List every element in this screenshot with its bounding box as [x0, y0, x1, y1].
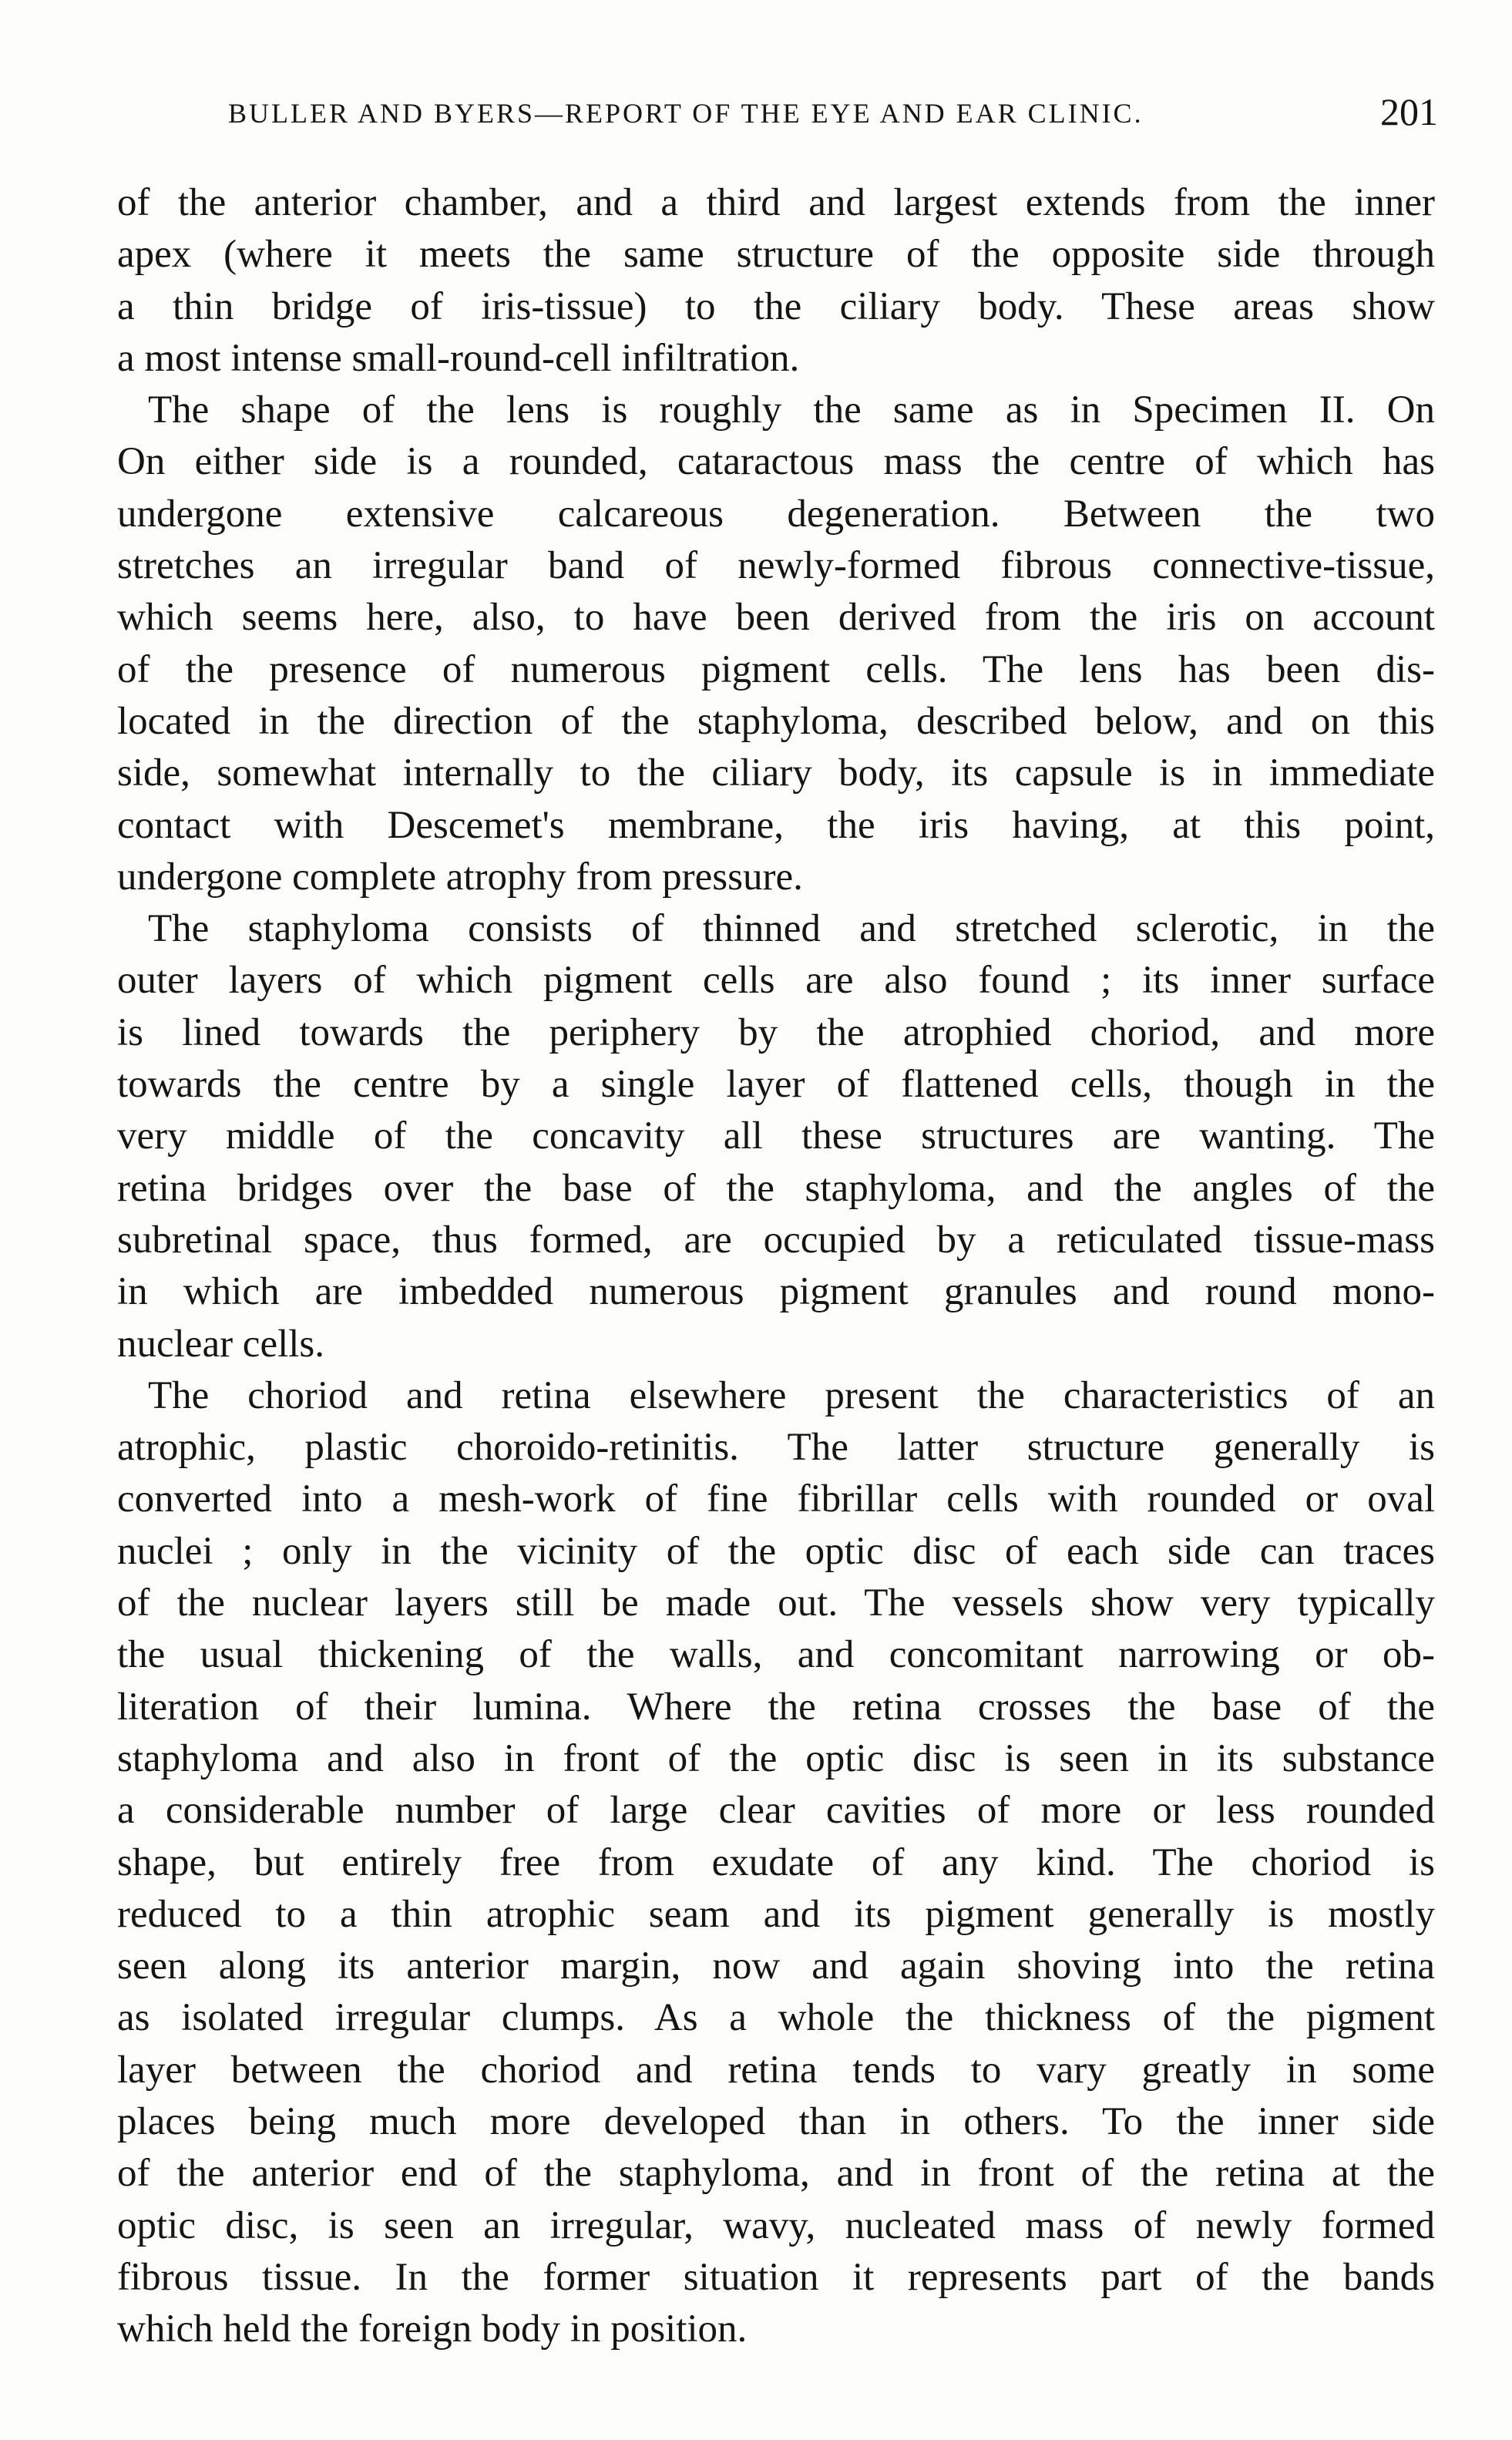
text-line: very middle of the concavity all these structures are wanting. The: [117, 1114, 1435, 1158]
text-line: towards the centre by a single layer of flattened cells, though in the: [117, 1063, 1435, 1107]
text-line: layer between the choriod and retina tends to vary greatly in some: [117, 2048, 1435, 2092]
page-number: 201: [1380, 90, 1438, 133]
text-line: which held the foreign body in position.: [117, 2307, 748, 2351]
text-line: of the presence of numerous pigment cells. The lens has been dis-: [117, 647, 1435, 691]
paragraph-staphyloma: [117, 903, 1435, 1370]
text-line: of the anterior chamber, and a third and largest extends from the inner: [117, 181, 1435, 224]
text-line: The shape of the lens is roughly the same as in Specimen II. On: [148, 388, 1435, 432]
text-line: a thin bridge of iris-tissue) to the ciliary body. These areas show: [117, 284, 1435, 328]
text-line: undergone complete atrophy from pressure.: [117, 855, 803, 899]
text-line: as isolated irregular clumps. As a whole the thickness of the pigment: [117, 1996, 1435, 2040]
text-line: atrophic, plastic choroido-retinitis. The latter structure generally is: [117, 1426, 1435, 1470]
text-line: apex (where it meets the same structure of the opposite side through: [117, 233, 1435, 277]
text-line: retina bridges over the base of the staphyloma, and the angles of the: [117, 1166, 1435, 1210]
running-head: [228, 89, 1438, 136]
text-line: the usual thickening of the walls, and concomitant narrowing or ob-: [117, 1633, 1435, 1677]
paragraph-choriod-retina: [117, 1370, 1435, 2356]
text-line: outer layers of which pigment cells are also found ; its inner surface: [117, 959, 1435, 1003]
text-line: a most intense small-round-cell infiltration.: [117, 336, 800, 380]
text-line: subretinal space, thus formed, are occupied by a reticulated tissue-mass: [117, 1218, 1435, 1262]
text-line: fibrous tissue. In the former situation it represents part of the bands: [117, 2255, 1435, 2299]
text-line: nuclear cells.: [117, 1322, 325, 1366]
text-line: converted into a mesh-work of fine fibrillar cells with rounded or oval: [117, 1477, 1435, 1521]
text-line: contact with Descemet's membrane, the iris having, at this point,: [117, 803, 1435, 847]
paragraph-lens: [117, 385, 1435, 903]
text-line: in which are imbedded numerous pigment granules and round mono-: [117, 1270, 1435, 1314]
text-line: undergone extensive calcareous degeneration. Between the two: [117, 492, 1435, 536]
text-line: of the nuclear layers still be made out. The vessels show very typically: [117, 1581, 1435, 1625]
text-line: seen along its anterior margin, now and again shoving into the retina: [117, 1944, 1435, 1988]
text-line: On either side is a rounded, cataractous mass the centre of which has: [117, 440, 1435, 484]
text-line: The choriod and retina elsewhere present the characteristics of an: [148, 1373, 1435, 1417]
text-line: literation of their lumina. Where the retina crosses the base of the: [117, 1685, 1435, 1729]
text-line: which seems here, also, to have been derived from the iris on account: [117, 596, 1435, 640]
text-line: a considerable number of large clear cavities of more or less rounded: [117, 1789, 1435, 1833]
text-line: The staphyloma consists of thinned and stretched sclerotic, in the: [148, 907, 1435, 951]
text-line: located in the direction of the staphyloma, described below, and on this: [117, 699, 1435, 743]
paragraph-anterior-chamber: [117, 177, 1435, 385]
running-title: BULLER AND BYERS—REPORT OF THE EYE AND EAR CLINIC.: [228, 98, 1144, 129]
text-line: shape, but entirely free from exudate of any kind. The choriod is: [117, 1840, 1435, 1884]
text-line: stretches an irregular band of newly-formed fibrous connective-tissue,: [117, 544, 1435, 588]
text-line: is lined towards the periphery by the atrophied choriod, and more: [117, 1010, 1435, 1054]
text-line: side, somewhat internally to the ciliary body, its capsule is in immediate: [117, 751, 1435, 795]
text-line: staphyloma and also in front of the optic disc is seen in its substance: [117, 1736, 1435, 1780]
body-text: [117, 177, 1435, 2355]
text-line: of the anterior end of the staphyloma, and in front of the retina at the: [117, 2152, 1435, 2196]
text-line: places being much more developed than in others. To the inner side: [117, 2099, 1435, 2143]
text-line: reduced to a thin atrophic seam and its pigment generally is mostly: [117, 1892, 1435, 1936]
text-line: optic disc, is seen an irregular, wavy, nucleated mass of newly formed: [117, 2203, 1435, 2247]
text-line: nuclei ; only in the vicinity of the optic disc of each side can traces: [117, 1529, 1435, 1573]
